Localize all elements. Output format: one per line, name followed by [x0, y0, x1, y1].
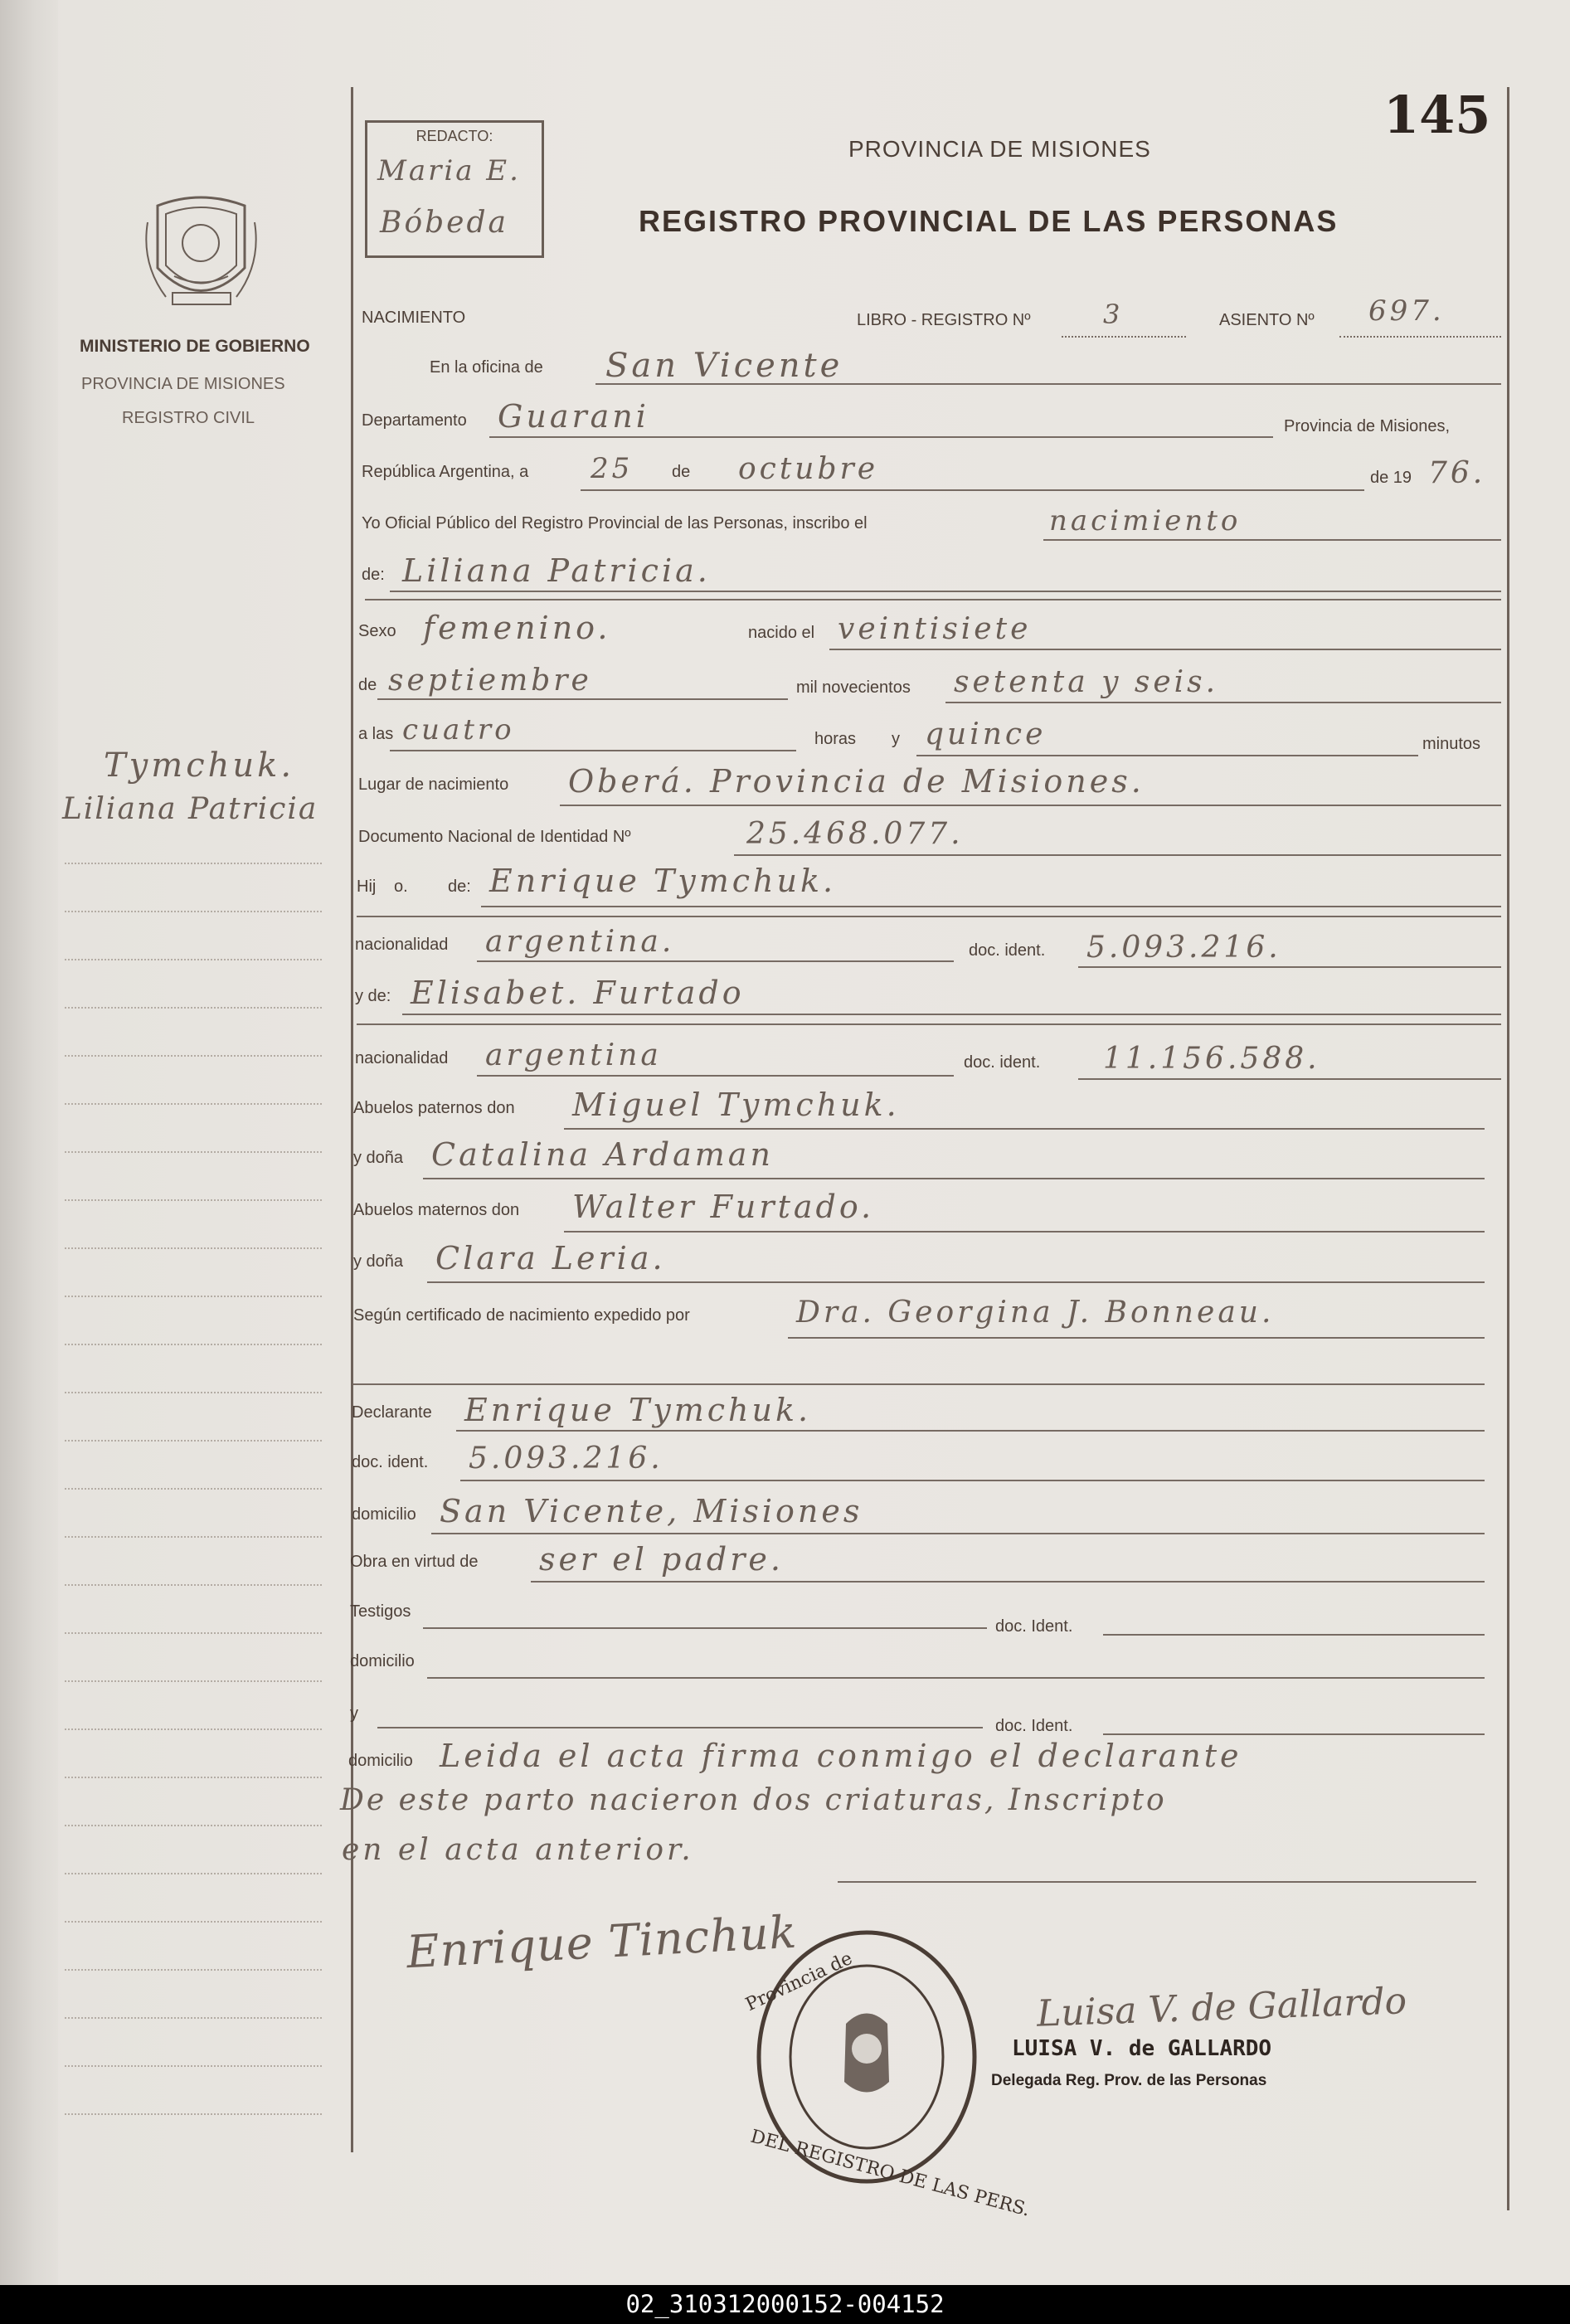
declarante-doc: 5.093.216. [469, 1442, 663, 1476]
padre-nac-label: nacionalidad [355, 936, 449, 954]
abuelo-pat: Miguel Tymchuk. [572, 1087, 900, 1123]
margin-rule-line [65, 1969, 322, 1971]
padre-value: Enrique Tymchuk. [489, 863, 837, 899]
margin-rule-line [65, 1055, 322, 1057]
madre-nac: argentina [485, 1038, 662, 1072]
margin-rule-line [65, 1296, 322, 1297]
margin-rule-line [65, 1199, 322, 1201]
official-name: LUISA V. de GALLARDO [1012, 2036, 1272, 2061]
footer-id: 02_310312000152-004152 [0, 2285, 1570, 2324]
departamento-label: Departamento [362, 411, 467, 430]
svg-text:DEL REGISTRO DE LAS PERS.: DEL REGISTRO DE LAS PERS. [748, 2126, 1033, 2221]
domicilio3-label: domicilio [348, 1752, 413, 1770]
observaciones-line-2: De este parto nacieron dos criaturas, Inscripto [340, 1783, 1167, 1817]
abuela-mat: Clara Leria. [435, 1240, 666, 1276]
margin-rule-line [65, 2113, 322, 2115]
svg-text:Provincia de: Provincia de [742, 1947, 856, 2016]
madre-doc: 11.156.588. [1103, 1042, 1320, 1076]
margin-rule-line [65, 1488, 322, 1490]
certificado-value: Dra. Georgina J. Bonneau. [796, 1296, 1275, 1330]
margin-note-name: Liliana Patricia [62, 792, 318, 826]
margin-rule-line [65, 1103, 322, 1105]
horas-label: horas [814, 730, 857, 748]
observaciones-line-3: en el acta anterior. [342, 1833, 694, 1867]
declarante-value: Enrique Tymchuk. [464, 1392, 812, 1428]
abuela-mat-label: y doña [353, 1252, 404, 1271]
observaciones-line-1: Leida el acta firma conmigo el declarante [440, 1738, 1242, 1774]
margin-rule-line [65, 2065, 322, 2067]
horas-value: cuatro [402, 713, 515, 746]
obra-label: Obra en virtud de [350, 1553, 479, 1571]
registry-title: REGISTRO PROVINCIAL DE LAS PERSONAS [639, 204, 1339, 238]
de-nombre-label: de: [362, 566, 385, 584]
ministry-heading: MINISTERIO DE GOBIERNO [80, 337, 310, 356]
hijo-suffix: o. [394, 878, 408, 896]
de-label: de [672, 463, 691, 481]
de3-label: de: [448, 878, 471, 896]
de2-label: de [358, 676, 377, 694]
abuela-pat-label: y doña [353, 1149, 404, 1167]
book-binding [0, 0, 58, 2285]
sexo-label: Sexo [358, 622, 396, 640]
abuelos-mat-label: Abuelos maternos don [353, 1201, 520, 1219]
abuelos-pat-label: Abuelos paternos don [353, 1099, 515, 1117]
margin-rule-line [65, 1825, 322, 1826]
certificado-label: Según certificado de nacimiento expedido por [353, 1306, 690, 1325]
republica-label: República Argentina, a [362, 463, 529, 481]
margin-rule-line [65, 1247, 322, 1249]
y-label: y [892, 730, 900, 748]
dni-label: Documento Nacional de Identidad Nº [358, 828, 631, 846]
right-frame-line [1507, 87, 1509, 2210]
testigos-doc-label: doc. Ident. [995, 1617, 1073, 1636]
minutos-label: minutos [1422, 735, 1481, 753]
margin-rule-line [65, 1728, 322, 1730]
madre-value: Elisabet. Furtado [411, 975, 745, 1011]
fecha-dia: 25 [591, 452, 634, 485]
obra-value: ser el padre. [539, 1541, 784, 1578]
official-title: Delegada Reg. Prov. de las Personas [991, 2072, 1267, 2089]
minutos-value: quince [925, 717, 1047, 751]
margin-rule-line [65, 1921, 322, 1923]
fecha-anio: 76. [1428, 456, 1486, 490]
margin-rule-line [65, 1007, 322, 1009]
testigos-label: Testigos [350, 1602, 411, 1621]
ministry-province: PROVINCIA DE MISIONES [81, 375, 285, 393]
hijo-label: Hij [357, 878, 377, 896]
sexo-value: femenino. [423, 610, 611, 646]
alas-label: a las [358, 725, 394, 743]
madre-nac-label: nacionalidad [355, 1049, 449, 1067]
padre-nac: argentina. [485, 925, 675, 959]
anio-value: setenta y seis. [954, 665, 1219, 699]
margin-rule-line [65, 1584, 322, 1586]
lugar-label: Lugar de nacimiento [358, 775, 509, 794]
redacto-box [365, 120, 544, 258]
oficina-value: San Vicente [605, 347, 843, 385]
dni-value: 25.468.077. [746, 817, 964, 851]
margin-rule-line [65, 2017, 322, 2019]
declarante-signature: Enrique Tinchuk [405, 1905, 799, 1979]
y2-label: y [350, 1704, 358, 1723]
domicilio-label: domicilio [352, 1505, 416, 1524]
margin-rule-line [65, 1632, 322, 1634]
oficial-value: nacimiento [1049, 504, 1242, 537]
libro-label: LIBRO - REGISTRO Nº [857, 311, 1031, 329]
madre-doc-label: doc. ident. [964, 1053, 1041, 1072]
abuela-pat: Catalina Ardaman [431, 1136, 774, 1173]
margin-rule-line [65, 863, 322, 864]
departamento-value: Guarani [498, 398, 649, 435]
page-number: 145 [1383, 85, 1491, 145]
asiento-value: 697. [1368, 294, 1445, 328]
margin-rule-line [65, 1344, 322, 1345]
fecha-mes: octubre [738, 452, 879, 486]
domicilio2-label: domicilio [350, 1652, 415, 1670]
margin-rule-line [65, 1392, 322, 1393]
domicilio-value: San Vicente, Misiones [440, 1493, 863, 1529]
margin-rule-line [65, 959, 322, 960]
province-coat-of-arms-icon [141, 189, 261, 322]
official-stamp-icon [742, 1916, 1033, 2221]
margin-rule-line [65, 1151, 322, 1153]
redacto-label: REDACTO: [416, 128, 493, 144]
de-year-label: de 19 [1370, 469, 1412, 487]
abuelo-mat: Walter Furtado. [572, 1189, 875, 1225]
redacto-name-2: Bóbeda [380, 206, 508, 240]
margin-rule-line [65, 1777, 322, 1778]
oficina-label: En la oficina de [430, 358, 543, 377]
redacto-name-1: Maria E. [377, 154, 521, 187]
margin-note-surname: Tymchuk. [104, 746, 295, 785]
yde-label: y de: [355, 987, 391, 1005]
mil-label: mil novecientos [796, 678, 911, 697]
mes-value: septiembre [388, 664, 592, 698]
nacido-label: nacido el [748, 624, 815, 642]
declarante-label: Declarante [352, 1403, 432, 1422]
oficial-text: Yo Oficial Público del Registro Provincial de las Personas, inscribo el [362, 514, 868, 532]
padre-doc-label: doc. ident. [969, 941, 1046, 960]
libro-value: 3 [1103, 299, 1124, 330]
nacido-value: veintisiete [838, 612, 1032, 646]
lugar-value: Oberá. Provincia de Misiones. [568, 763, 1145, 800]
provincia-suffix: Provincia de Misiones, [1284, 417, 1451, 435]
padre-doc: 5.093.216. [1086, 931, 1281, 965]
asiento-label: ASIENTO Nº [1219, 311, 1315, 329]
official-signature: Luisa V. de Gallardo [1036, 1980, 1407, 2035]
nombre-value: Liliana Patricia. [402, 552, 711, 589]
margin-rule-line [65, 1440, 322, 1442]
margin-rule-line [65, 1536, 322, 1538]
margin-rule-line [65, 1680, 322, 1682]
record-type: NACIMIENTO [362, 309, 466, 327]
margin-rule-line [65, 911, 322, 912]
declarante-doc-label: doc. ident. [352, 1453, 429, 1471]
province-title: PROVINCIA DE MISIONES [848, 136, 1151, 162]
ministry-registry: REGISTRO CIVIL [122, 409, 255, 427]
testigos2-doc-label: doc. Ident. [995, 1717, 1073, 1735]
margin-rule-line [65, 1873, 322, 1874]
